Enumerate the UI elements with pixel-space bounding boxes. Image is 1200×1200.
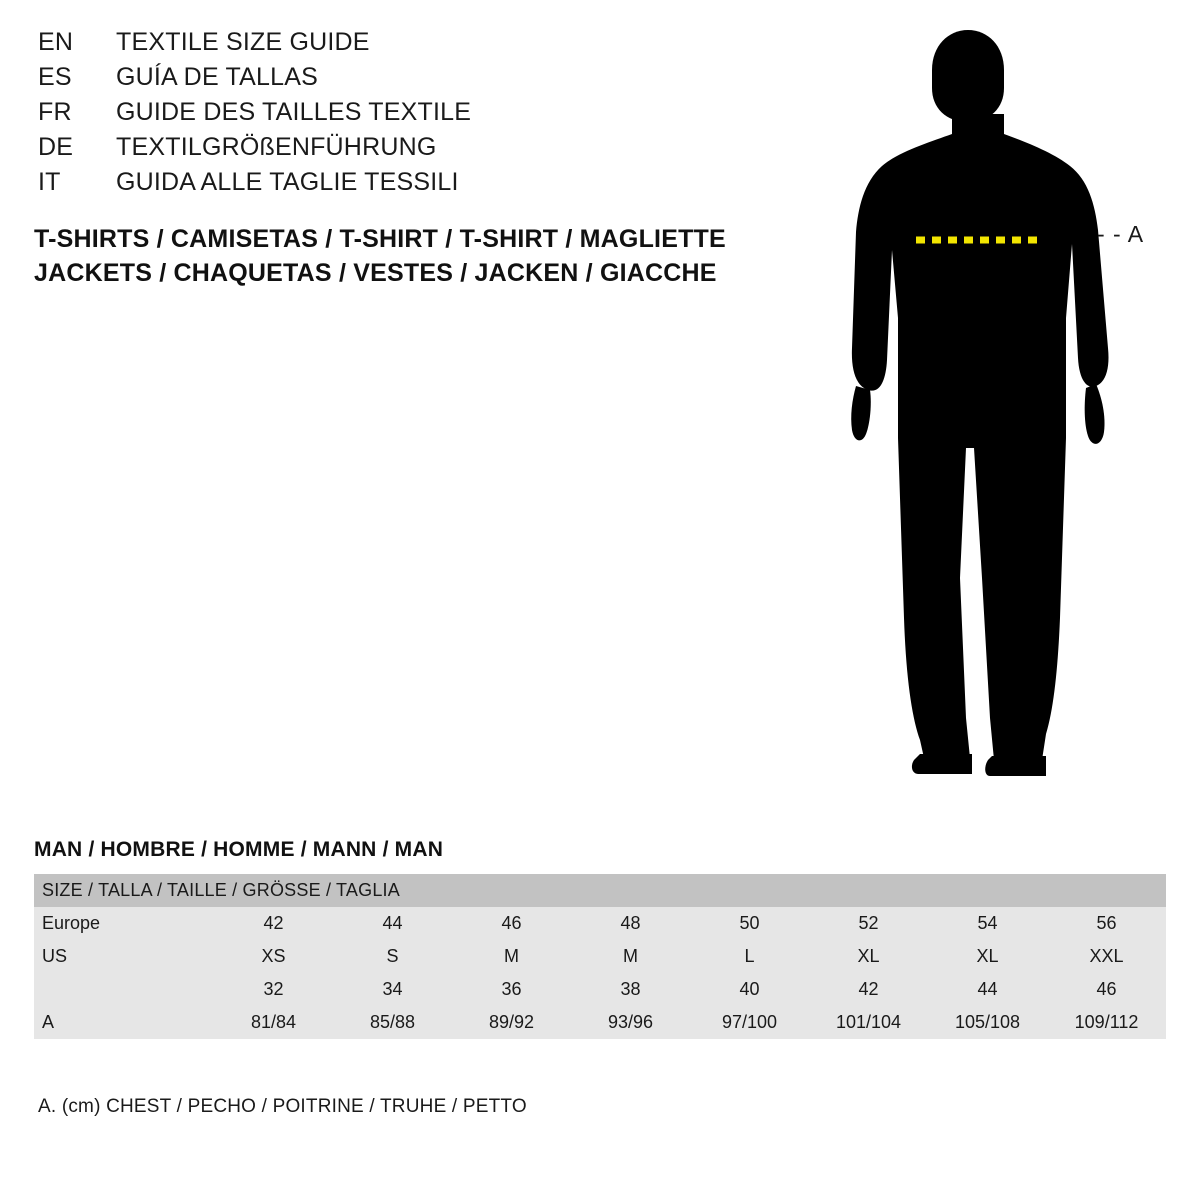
table-header-label: SIZE / TALLA / TAILLE / GRÖSSE / TAGLIA [34, 874, 1166, 907]
table-cell: 56 [1047, 907, 1166, 940]
language-row [38, 63, 738, 98]
row-label: US [34, 940, 214, 973]
measure-callout-a [1097, 221, 1144, 248]
category-block [34, 222, 794, 290]
language-code: DE [38, 133, 74, 161]
table-row [34, 1006, 1166, 1039]
table-cell: M [571, 940, 690, 973]
language-title: GUIDE DES TAILLES TEXTILE [116, 98, 472, 126]
callout-label: A [1127, 221, 1144, 247]
table-cell: XL [809, 940, 928, 973]
table-cell: XS [214, 940, 333, 973]
table-group-title: MAN / HOMBRE / HOMME / MANN / MAN [34, 838, 444, 861]
table-row [34, 973, 1166, 1006]
language-code: EN [38, 28, 74, 56]
row-label: A [34, 1006, 214, 1039]
table-cell: L [690, 940, 809, 973]
table-header-row [34, 874, 1166, 907]
table-cell: 52 [809, 907, 928, 940]
table-cell: S [333, 940, 452, 973]
category-line-jackets: JACKETS / CHAQUETAS / VESTES / JACKEN / GIACCHE [34, 259, 717, 287]
language-code: FR [38, 98, 72, 126]
table-cell: 36 [452, 973, 571, 1006]
row-label: Europe [34, 907, 214, 940]
table-cell: 40 [690, 973, 809, 1006]
table-cell: 46 [1047, 973, 1166, 1006]
table-cell: 109/112 [1047, 1006, 1166, 1039]
table-footnote: A. (cm) CHEST / PECHO / POITRINE / TRUHE / PETTO [38, 1096, 527, 1117]
language-title: TEXTILGRÖßENFÜHRUNG [116, 133, 437, 161]
table-cell: 93/96 [571, 1006, 690, 1039]
language-row [38, 28, 738, 63]
table-cell: 81/84 [214, 1006, 333, 1039]
table-cell: 85/88 [333, 1006, 452, 1039]
language-code: ES [38, 63, 72, 91]
table-cell: 44 [928, 973, 1047, 1006]
table-cell: 105/108 [928, 1006, 1047, 1039]
table-cell: XL [928, 940, 1047, 973]
table-cell: 32 [214, 973, 333, 1006]
size-table-section [34, 838, 1166, 1039]
language-row [38, 133, 738, 168]
size-table [34, 874, 1166, 1039]
row-label [34, 973, 214, 1006]
language-header-block [38, 28, 738, 203]
table-row [34, 940, 1166, 973]
table-cell: 42 [809, 973, 928, 1006]
language-title: TEXTILE SIZE GUIDE [116, 28, 370, 56]
language-code: IT [38, 168, 61, 196]
table-cell: 38 [571, 973, 690, 1006]
callout-dash: - - [1097, 221, 1122, 247]
table-cell: 48 [571, 907, 690, 940]
table-cell: 54 [928, 907, 1047, 940]
category-line-tshirts: T-SHIRTS / CAMISETAS / T-SHIRT / T-SHIRT / MAGLIETTE [34, 225, 726, 253]
language-row [38, 168, 738, 203]
body-figure [820, 18, 1180, 798]
table-row [34, 907, 1166, 940]
table-cell: XXL [1047, 940, 1166, 973]
male-silhouette-icon [820, 18, 1180, 798]
table-cell: 46 [452, 907, 571, 940]
language-title: GUIDA ALLE TAGLIE TESSILI [116, 168, 459, 196]
table-cell: 89/92 [452, 1006, 571, 1039]
table-cell: 101/104 [809, 1006, 928, 1039]
language-row [38, 98, 738, 133]
language-title: GUÍA DE TALLAS [116, 63, 318, 91]
table-cell: 44 [333, 907, 452, 940]
table-cell: 50 [690, 907, 809, 940]
table-cell: M [452, 940, 571, 973]
table-cell: 42 [214, 907, 333, 940]
table-cell: 34 [333, 973, 452, 1006]
table-cell: 97/100 [690, 1006, 809, 1039]
